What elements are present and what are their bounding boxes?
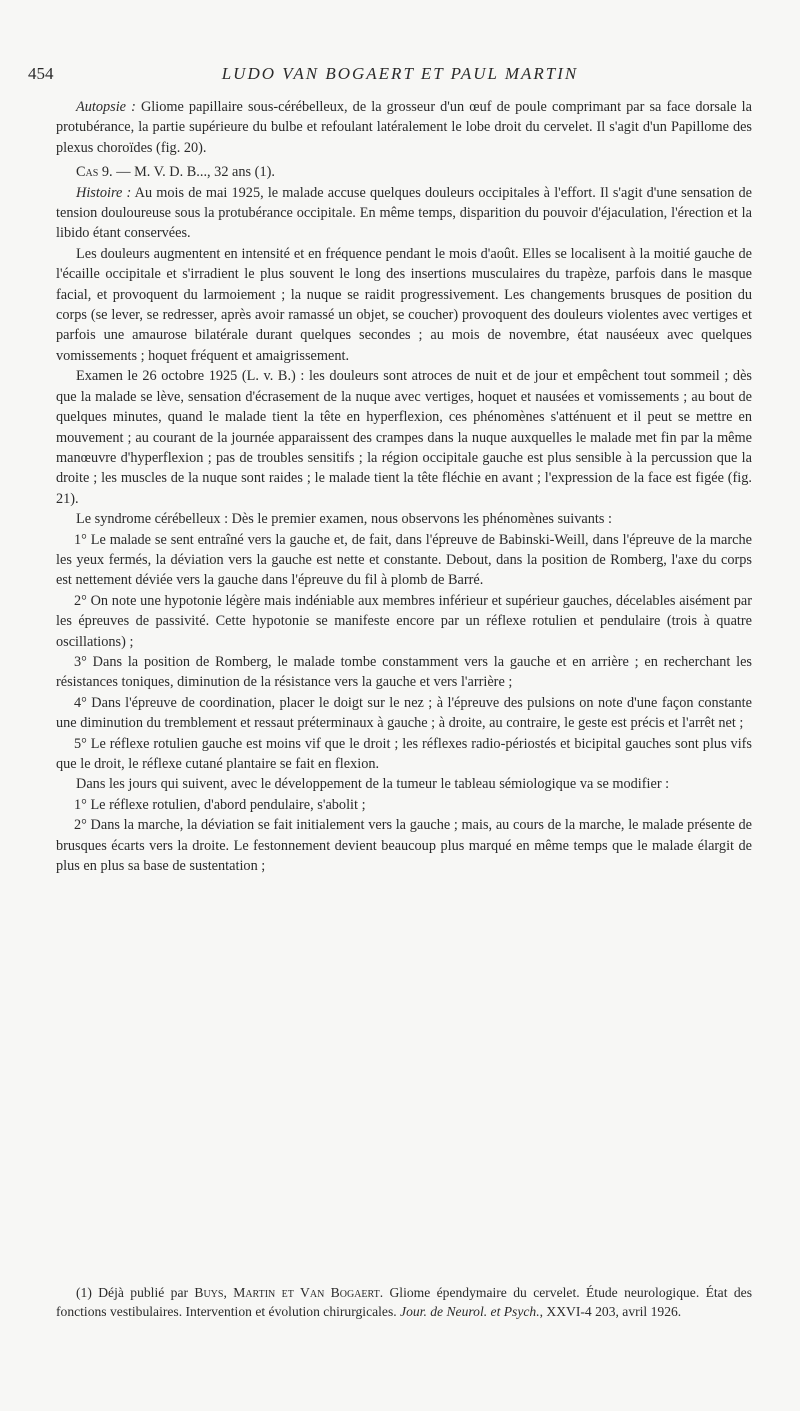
footnote-part2: . Gliome épendymaire du cervelet. Étude neurologique. État des fonctions vestibulaires. Intervention et évolution chirurgicales. — [56, 1285, 752, 1319]
footnote-text — [56, 1283, 752, 1321]
pains-paragraph: Les douleurs augmentent en intensité et en fréquence pendant le mois d'août. Elles se localisent à la moitié gauche de l'écaille occipitale et s'irradient le plus souvent le long des insertions musculaires du trapèze, parfois dans le masque facial, et provoquent du larmoiement ; la nuque se raidit progressivement. Les changements brusques de position du corps (se lever, se redresser, après avoir ramassé un objet, se coucher) provoquent des douleurs violentes avec vertiges et parfois une amaurose bilatérale durant quelques secondes ; au mois de novembre, état nauséeux avec quelques vomissements ; hoquet fréquent et amaigrissement. — [56, 245, 752, 364]
footnote-part3: , XXVI-4 203, avril 1926. — [539, 1304, 682, 1319]
case-heading — [56, 162, 752, 182]
syndrome-paragraph: Le syndrome cérébelleux : Dès le premier examen, nous observons les phénomènes suivants : — [76, 511, 612, 528]
autopsy-text: Gliome papillaire sous-cérébelleux, de la grosseur d'un œuf de poule comprimant par sa face dorsale la protubérance, la partie supérieure du bulbe et refoulant latéralement le lobe droit du cervelet. Il s'agit d'un Papillome des plexus choroïdes (fig. 20). — [56, 99, 752, 156]
case-label: Cas 9. — [76, 164, 113, 181]
running-head: LUDO VAN BOGAERT ET PAUL MARTIN — [221, 64, 579, 83]
page-header — [24, 64, 776, 88]
footnote-part1: (1) Déjà publié par — [76, 1285, 195, 1300]
footnote — [56, 1283, 752, 1321]
autopsy-lead: Autopsie : — [76, 99, 136, 115]
history-paragraph — [56, 183, 752, 244]
list-item: 2° On note une hypotonie légère mais indéniable aux membres inférieur et supérieur gauches, décelables aisément par les épreuves de passivité. Cette hypotonie se manifeste encore par un réflexe rotulien et pendulaire (trois à quatre oscillations) ; — [56, 592, 752, 650]
case-text: — M. V. D. B..., 32 ans (1). — [112, 164, 275, 181]
history-lead: Histoire : — [76, 184, 132, 201]
autopsy-paragraph — [56, 97, 752, 158]
list-item: 2° Dans la marche, la déviation se fait initialement vers la gauche ; mais, au cours de la marche, le malade présente de brusques écarts vers la droite. Le festonnement devient beaucoup plus marqué en même temps que le malade élargit de plus en plus sa base de sustentation ; — [56, 817, 752, 875]
footnote-journal: Jour. de Neurol. et Psych. — [400, 1304, 540, 1319]
footnote-authors: Buys, Martin et Van Bogaert — [194, 1285, 380, 1300]
exam-paragraph: Examen le 26 octobre 1925 (L. v. B.) : les douleurs sont atroces de nuit et de jour et empêchent tout sommeil ; dès que la malade se lève, sensation d'écrasement de la nuque avec vertiges, hoquet et nausées et vomissements ; au bout de quelques minutes, quand le malade tient la tête en hyperflexion, ces phénomènes s'atténuent et il peut se mettre en mouvement ; au courant de la journée apparaissent des crampes dans la nuque auxquelles le malade met fin par la même manœuvre d'hyperflexion ; pas de troubles sensitifs ; la région occipitale gauche est plus sensible à la percussion que la droite ; les muscles de la nuque sont raides ; le malade tient la tête fléchie en avant ; l'expression de la face est figée (fig. 21). — [56, 368, 752, 507]
list-item: 3° Dans la position de Romberg, le malade tombe constamment vers la gauche et en arrière ; en recherchant les résistances toniques, diminution de la résistance vers la gauche et vers l'arrière ; — [56, 653, 752, 691]
following-paragraph: Dans les jours qui suivent, avec le développement de la tumeur le tableau sémiologique va se modifier : — [76, 776, 670, 793]
list-item: 4° Dans l'épreuve de coordination, placer le doigt sur le nez ; à l'épreuve des pulsions on note d'une façon constante une diminution du tremblement et ressaut préterminaux à gauche ; à droite, au contraire, le geste est précis et l'arrêt net ; — [56, 694, 752, 732]
list-item: 1° Le réflexe rotulien, d'abord pendulaire, s'abolit ; — [74, 796, 366, 813]
list-item: 1° Le malade se sent entraîné vers la gauche et, de fait, dans l'épreuve de Babinski-Weill, dans l'épreuve de la marche les yeux fermés, la déviation vers la gauche est nette et constante. Debout, dans la position de Romberg, l'axe du corps est nettement déviée vers la gauche dans l'épreuve du fil à plomb de Barré. — [56, 531, 752, 589]
list-item: 5° Le réflexe rotulien gauche est moins vif que le droit ; les réflexes radio-périostés et bicipital gauches sont plus vifs que le droit, le réflexe cutané plantaire se fait en flexion. — [56, 735, 752, 772]
history-text: Au mois de mai 1925, le malade accuse quelques douleurs occipitales à l'effort. Il s'agit d'une sensation de tension douloureuse sous la protubérance occipitale. En même temps, disparition du pouvoir d'éjaculation, l'érection et la libido étant conservées. — [56, 184, 752, 242]
body-text — [56, 97, 752, 876]
page-number: 454 — [28, 64, 54, 83]
